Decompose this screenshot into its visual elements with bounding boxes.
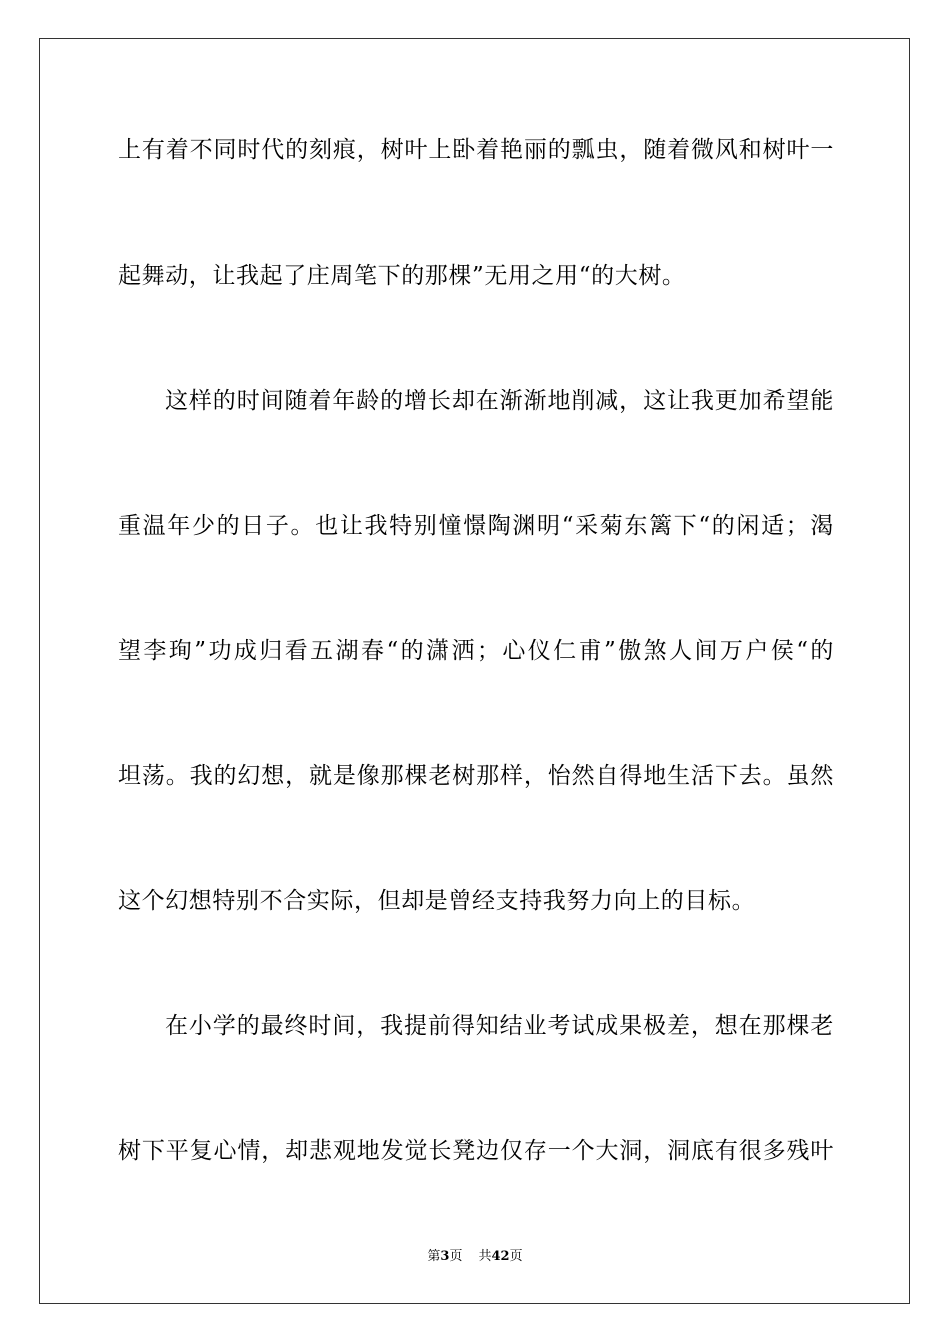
text-line-2: 起舞动，让我起了庄周笔下的那棵”无用之用“的大树。: [118, 263, 686, 289]
total-unit: 页: [509, 1249, 523, 1264]
total-prefix: 共: [478, 1249, 492, 1264]
text-line-1: 上有着不同时代的刻痕，树叶上卧着艳丽的瓢虫，随着微风和树叶一: [118, 137, 834, 163]
text-line-6: 坦荡。我的幻想，就是像那棵老树那样，怡然自得地生活下去。虽然: [118, 763, 834, 789]
text-line-9: 树下平复心情，却悲观地发觉长凳边仅存一个大洞，洞底有很多残叶: [118, 1138, 834, 1164]
page-total: 42: [491, 1249, 510, 1264]
page-footer: [0, 1248, 950, 1266]
text-line-4: 重温年少的日子。也让我特别憧憬陶渊明“采菊东篱下“的闲适；渴: [118, 513, 834, 539]
page-unit: 页: [449, 1249, 463, 1264]
page-prefix: 第: [427, 1249, 441, 1264]
text-line-3: 这样的时间随着年龄的增长却在渐渐地削减，这让我更加希望能: [165, 388, 834, 414]
text-line-5: 望李珣”功成归看五湖春“的潇洒；心仪仁甫”傲煞人间万户侯“的: [118, 638, 834, 664]
text-line-7: 这个幻想特别不合实际，但却是曾经支持我努力向上的目标。: [118, 888, 756, 914]
page-current: 3: [440, 1249, 450, 1264]
page-border: [39, 38, 910, 1304]
text-line-8: 在小学的最终时间，我提前得知结业考试成果极差，想在那棵老: [165, 1013, 834, 1039]
